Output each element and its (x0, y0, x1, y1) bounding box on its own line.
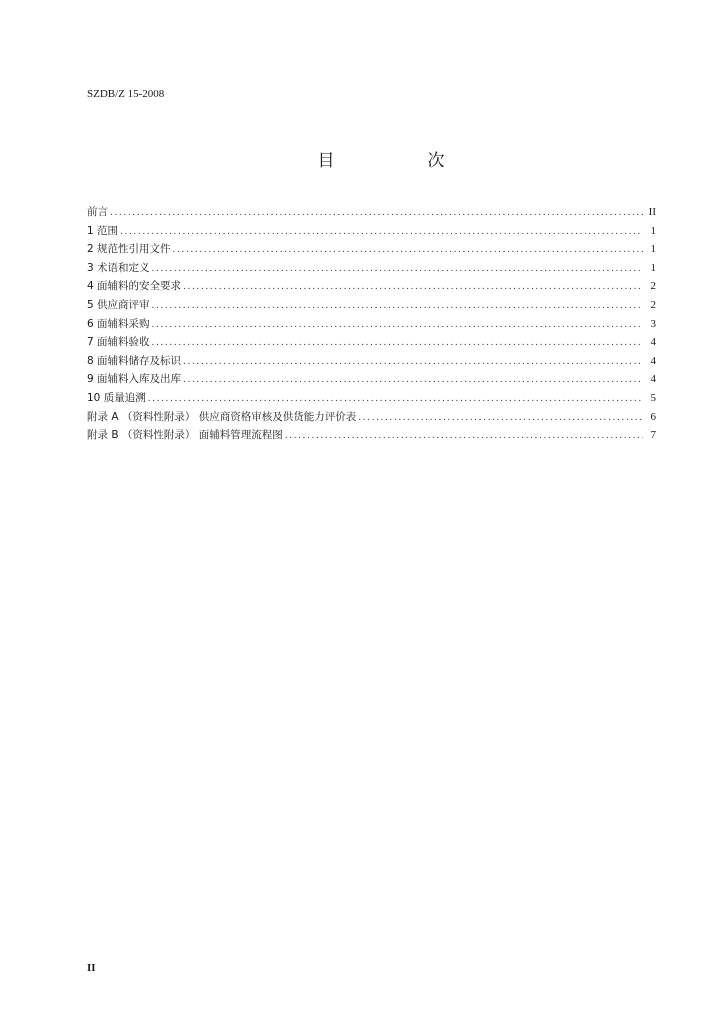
toc-entry-page: 4 (650, 354, 656, 367)
toc-entry-label: 8 面辅料储存及标识 (87, 354, 182, 367)
toc-entry-page: 4 (650, 336, 656, 349)
toc-entry-page: II (648, 206, 656, 218)
toc-entry-page: 2 (650, 298, 656, 311)
table-of-contents (87, 203, 656, 445)
toc-entry-label: 6 面辅料采购 (87, 317, 150, 330)
toc-entry-label: 附录 B （资料性附录） 面辅料管理流程图 (87, 429, 283, 442)
toc-entry-label: 3 术语和定义 (87, 261, 150, 274)
toc-entry-page: 4 (650, 373, 656, 386)
toc-entry[interactable] (87, 333, 656, 352)
toc-leader-dots (173, 241, 643, 260)
toc-entry-label: 4 面辅料的安全要求 (87, 280, 182, 293)
toc-entry-label: 前言 (87, 206, 108, 218)
toc-entry[interactable] (87, 296, 656, 315)
toc-entry[interactable] (87, 277, 656, 296)
toc-entry[interactable] (87, 426, 656, 445)
toc-leader-dots (152, 316, 643, 335)
toc-title: 目 次 (317, 151, 483, 171)
toc-leader-dots (183, 353, 643, 372)
toc-entry-page: 1 (650, 261, 656, 274)
toc-leader-dots (152, 334, 643, 353)
toc-leader-dots (152, 297, 643, 316)
toc-entry-page: 1 (650, 224, 656, 237)
toc-leader-dots (358, 409, 643, 428)
toc-entry[interactable] (87, 408, 656, 427)
toc-entry-label: 10 质量追溯 (87, 391, 146, 404)
toc-entry-page: 7 (650, 429, 656, 442)
toc-leader-dots (110, 204, 643, 223)
toc-leader-dots (183, 278, 643, 297)
toc-entry-page: 5 (650, 391, 656, 404)
document-code: SZDB/Z 15-2008 (87, 88, 165, 100)
toc-entry[interactable] (87, 389, 656, 408)
toc-leader-dots (120, 223, 643, 242)
toc-entry-label: 7 面辅料验收 (87, 336, 150, 349)
toc-entry-page: 2 (650, 280, 656, 293)
toc-leader-dots (183, 371, 643, 390)
toc-entry-page: 6 (650, 410, 656, 423)
toc-leader-dots (148, 390, 643, 409)
toc-entry-page: 3 (650, 317, 656, 330)
toc-entry[interactable] (87, 259, 656, 278)
toc-entry[interactable] (87, 240, 656, 259)
page-number: II (87, 962, 96, 974)
toc-entry-label: 5 供应商评审 (87, 298, 150, 311)
toc-leader-dots (152, 260, 643, 279)
toc-leader-dots (285, 427, 643, 446)
toc-entry[interactable] (87, 352, 656, 371)
toc-entry-page: 1 (650, 243, 656, 256)
toc-entry[interactable] (87, 315, 656, 334)
toc-entry[interactable] (87, 222, 656, 241)
toc-entry[interactable] (87, 203, 656, 222)
toc-entry-label: 9 面辅料入库及出库 (87, 373, 182, 386)
toc-entry-label: 2 规范性引用文件 (87, 243, 171, 256)
toc-entry[interactable] (87, 370, 656, 389)
toc-entry-label: 1 范围 (87, 224, 119, 237)
toc-entry-label: 附录 A （资料性附录） 供应商资格审核及供货能力评价表 (87, 410, 357, 423)
